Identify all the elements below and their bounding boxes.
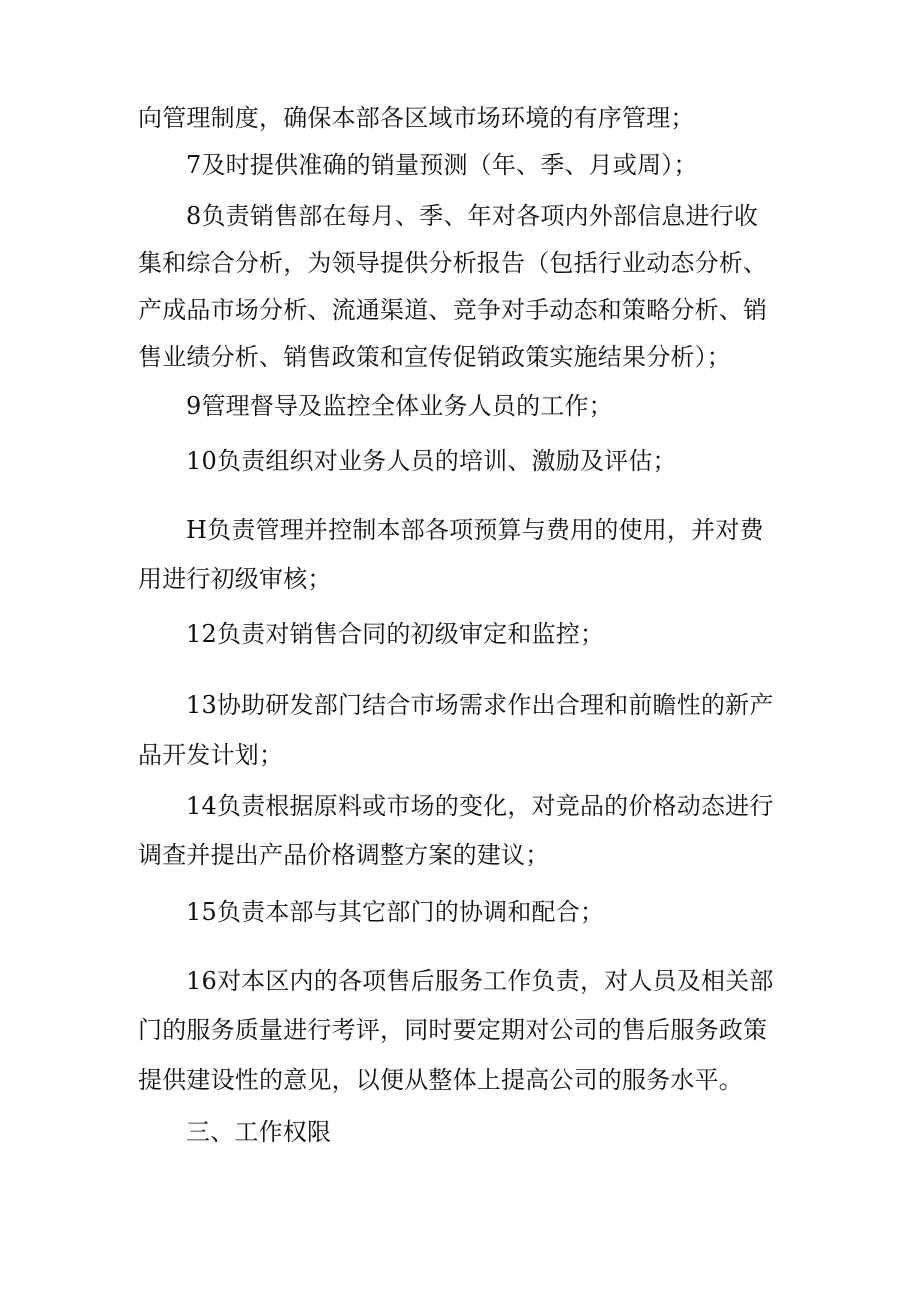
text-line: 调查并提出产品价格调整方案的建议； [138, 841, 550, 869]
text-line: 品开发计划； [138, 741, 284, 769]
text-line: 15负责本部与其它部门的协调和配合； [186, 898, 605, 926]
text-line: 门的服务质量进行考评，同时要定期对公司的售后服务政策 [138, 1016, 768, 1044]
section-heading: 三、工作权限 [186, 1118, 332, 1146]
text-line: 提供建设性的意见，以便从整体上提高公司的服务水平。 [138, 1066, 743, 1094]
text-line: 12负责对销售合同的初级审定和监控； [186, 620, 605, 648]
text-line: 14负责根据原料或市场的变化，对竞品的价格动态进行 [186, 792, 774, 820]
text-line: 7及时提供准确的销量预测（年、季、月或周）； [186, 151, 698, 179]
text-line: 13协助研发部门结合市场需求作出合理和前瞻性的新产 [186, 691, 774, 719]
text-line: H负责管理并控制本部各项预算与费用的使用，并对费 [186, 516, 764, 544]
text-line: 用进行初级审核； [138, 565, 332, 593]
text-line: 集和综合分析，为领导提供分析报告（包括行业动态分析、 [138, 249, 768, 277]
text-line: 售业绩分析、销售政策和宣传促销政策实施结果分析）； [138, 343, 731, 371]
text-line: 8负责销售部在每月、季、年对各项内外部信息进行收 [186, 202, 759, 230]
text-line: 10负责组织对业务人员的培训、激励及评估； [186, 447, 677, 475]
text-line: 向管理制度，确保本部各区域市场环境的有序管理； [138, 104, 695, 132]
text-line: 产成品市场分析、流通渠道、竞争对手动态和策略分析、销 [138, 296, 768, 324]
text-line: 9管理督导及监控全体业务人员的工作； [186, 392, 613, 420]
text-line: 16对本区内的各项售后服务工作负责，对人员及相关部 [186, 967, 774, 995]
